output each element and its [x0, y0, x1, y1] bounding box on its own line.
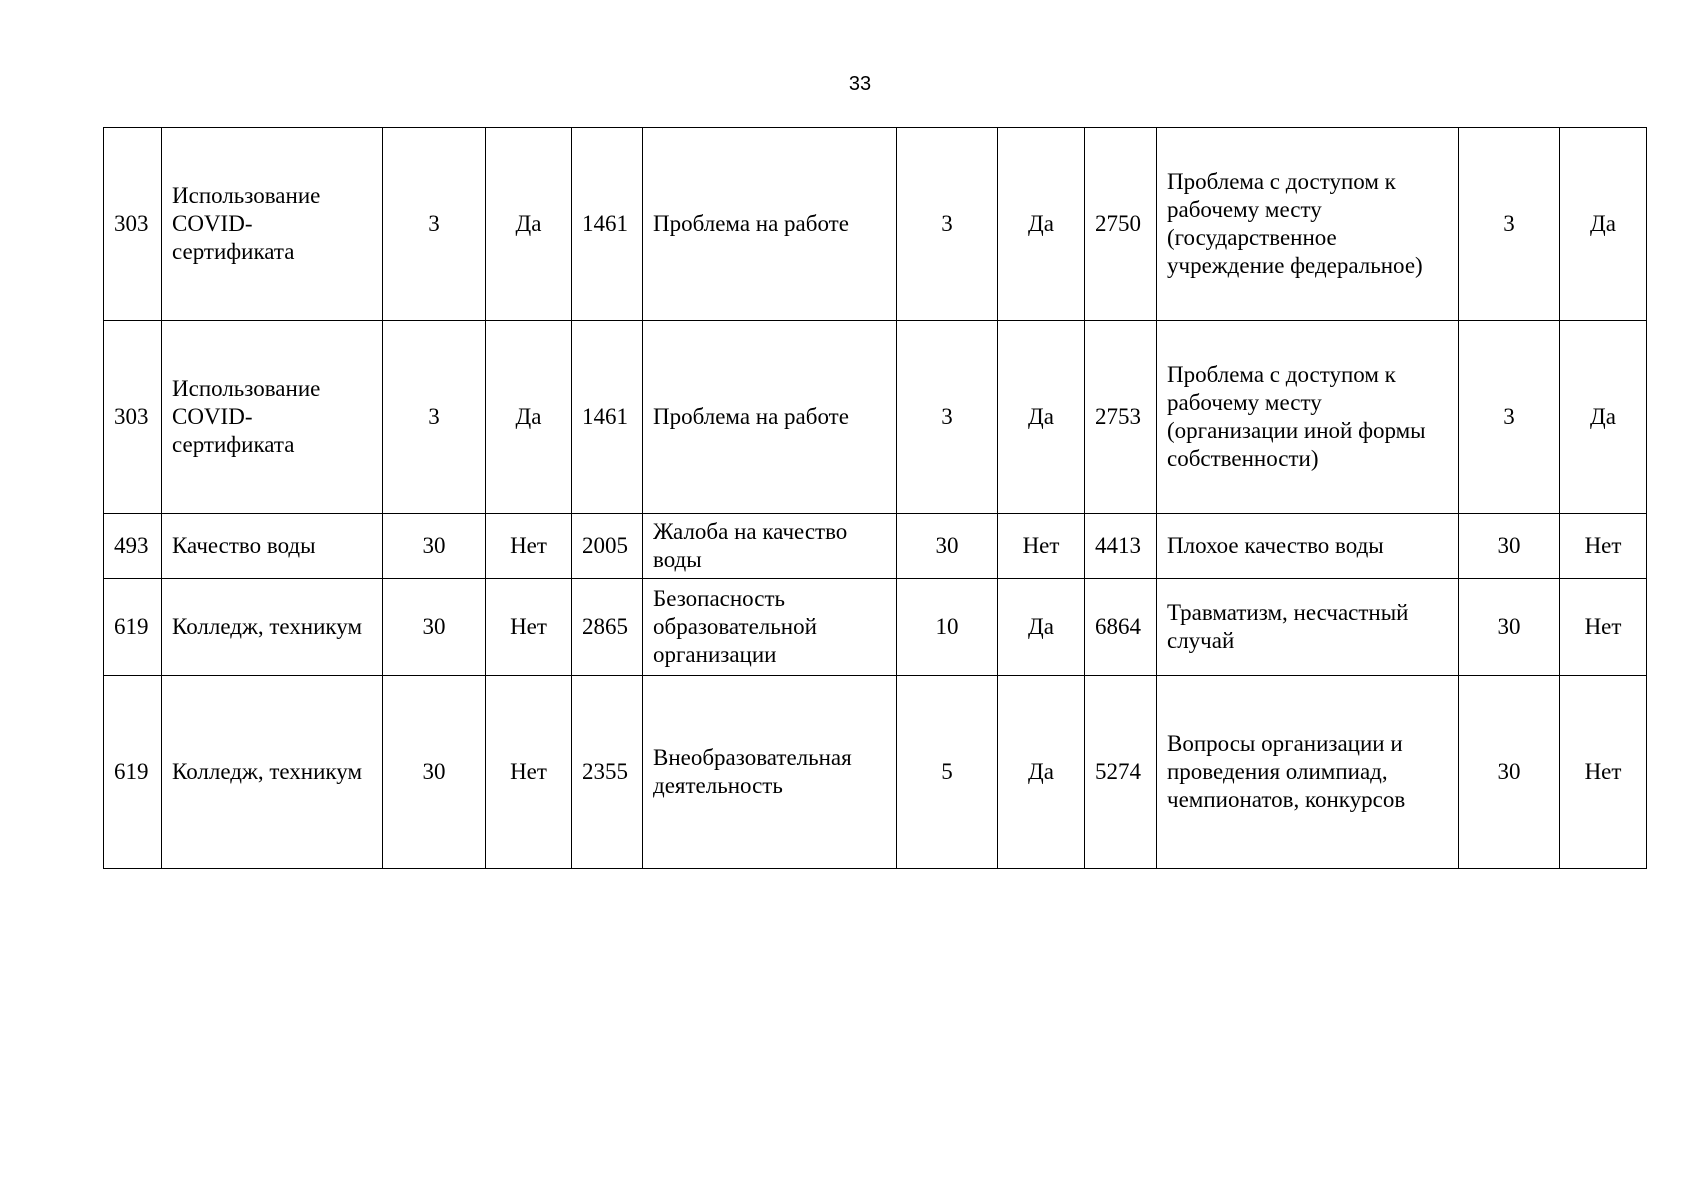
table-cell: 2750	[1085, 128, 1157, 321]
table-cell: Да	[998, 128, 1085, 321]
table-cell: Нет	[486, 676, 572, 869]
table-cell: Да	[486, 321, 572, 514]
table-cell: Проблема с доступом к рабочему месту (организации иной формы собственности)	[1157, 321, 1459, 514]
table-cell: Безопасность образовательной организации	[643, 579, 897, 676]
table-cell: Проблема с доступом к рабочему месту (государственное учреждение федеральное)	[1157, 128, 1459, 321]
table-cell: 2355	[572, 676, 643, 869]
table-row	[104, 321, 1647, 514]
table-cell: 619	[104, 579, 162, 676]
table-cell: 30	[1459, 514, 1560, 579]
table-cell: Нет	[1560, 514, 1647, 579]
table-row	[104, 579, 1647, 676]
table-cell: Внеобразовательная деятельность	[643, 676, 897, 869]
table-cell: 2865	[572, 579, 643, 676]
table-cell: 30	[383, 676, 486, 869]
table-cell: 3	[383, 321, 486, 514]
table-cell: Да	[1560, 128, 1647, 321]
table-cell: Вопросы организации и проведения олимпиад, чемпионатов, конкурсов	[1157, 676, 1459, 869]
table-cell: 3	[1459, 321, 1560, 514]
table-cell: Колледж, техникум	[162, 676, 383, 869]
table-row	[104, 128, 1647, 321]
table-cell: 619	[104, 676, 162, 869]
table-cell: Жалоба на качество воды	[643, 514, 897, 579]
table-cell: Да	[998, 676, 1085, 869]
table-cell: Использование COVID-сертификата	[162, 128, 383, 321]
table-cell: Колледж, техникум	[162, 579, 383, 676]
table-cell: 303	[104, 321, 162, 514]
table-cell: 3	[383, 128, 486, 321]
table-cell: 10	[897, 579, 998, 676]
table-cell: 30	[897, 514, 998, 579]
table-cell: 30	[1459, 579, 1560, 676]
table-cell: 5274	[1085, 676, 1157, 869]
table-cell: 5	[897, 676, 998, 869]
table-cell: 303	[104, 128, 162, 321]
table-cell: Проблема на работе	[643, 128, 897, 321]
table-cell: Качество воды	[162, 514, 383, 579]
table-cell: 2753	[1085, 321, 1157, 514]
table-cell: Нет	[1560, 579, 1647, 676]
table-cell: Да	[998, 321, 1085, 514]
table-cell: 30	[383, 514, 486, 579]
table-cell: 30	[383, 579, 486, 676]
data-table	[103, 127, 1647, 869]
table-cell: 2005	[572, 514, 643, 579]
table-cell: Нет	[998, 514, 1085, 579]
page-number: 33	[848, 73, 872, 95]
table-cell: 3	[897, 321, 998, 514]
table-cell: 4413	[1085, 514, 1157, 579]
table-cell: 3	[1459, 128, 1560, 321]
table-cell: Да	[998, 579, 1085, 676]
table-row	[104, 676, 1647, 869]
table-cell: Нет	[486, 514, 572, 579]
table-cell: Плохое качество воды	[1157, 514, 1459, 579]
table-cell: 6864	[1085, 579, 1157, 676]
table-cell: Использование COVID-сертификата	[162, 321, 383, 514]
table-cell: Проблема на работе	[643, 321, 897, 514]
table-cell: Нет	[1560, 676, 1647, 869]
table-cell: 493	[104, 514, 162, 579]
table-cell: Да	[486, 128, 572, 321]
table-cell: 1461	[572, 321, 643, 514]
table-cell: Да	[1560, 321, 1647, 514]
table-cell: Нет	[486, 579, 572, 676]
table-cell: Травматизм, несчастный случай	[1157, 579, 1459, 676]
table-row	[104, 514, 1647, 579]
table-cell: 3	[897, 128, 998, 321]
table-cell: 1461	[572, 128, 643, 321]
table-cell: 30	[1459, 676, 1560, 869]
